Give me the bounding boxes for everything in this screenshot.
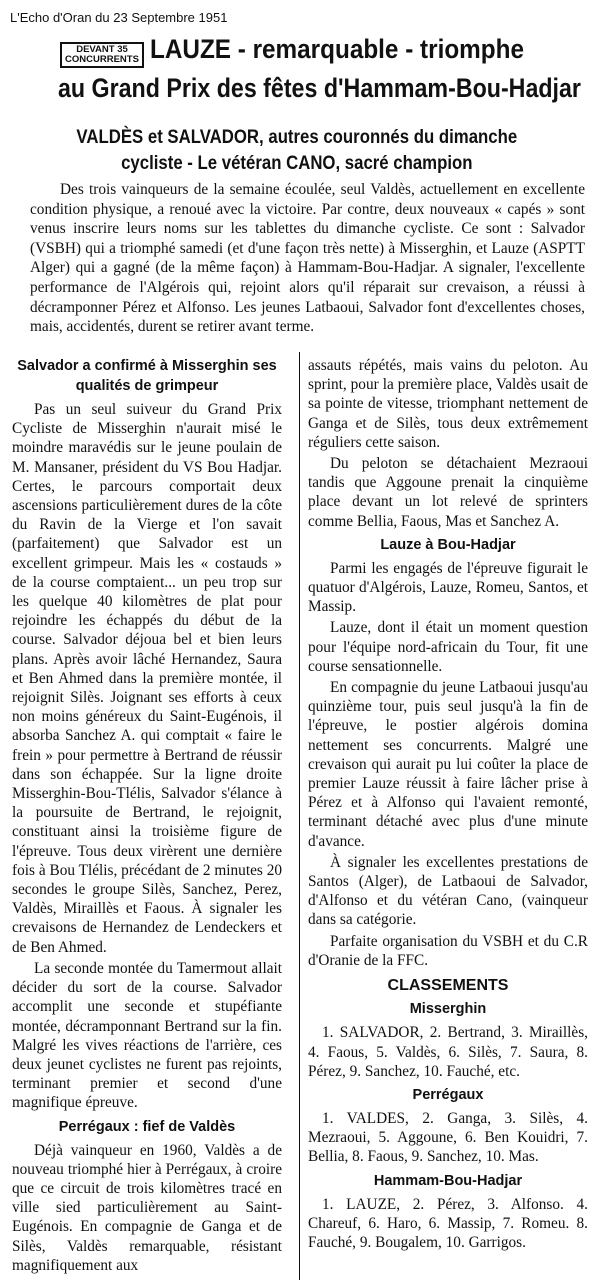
results-misserghin: 1. SALVADOR, 2. Bertrand, 3. Miraillès, 4. Faous, 5. Valdès, 6. Silès, 7. Saura, 8. Pérez, 9. Sanchez, 10. Fauché, etc. [308,1024,588,1080]
classements-title: CLASSEMENTS [387,977,509,995]
section-title-perregaux: Perrégaux : fief de Valdès [58,1118,236,1135]
right-column [308,356,588,1254]
subhead-line-1: VALDÈS et SALVADOR, autres couronnés du dimanche [76,126,518,148]
kicker-box: DEVANT 35 CONCURRENTS [60,42,144,68]
results-perregaux: 1. VALDES, 2. Ganga, 3. Silès, 4. Mezraoui, 5. Aggoune, 6. Ben Kouidri, 7. Bellia, 8. Faous, 9. Sanchez, 10. Mas. [308,1109,588,1166]
paragraph: Parmi les engagés de l'épreuve figurait le quatuor d'Algérois, Lauze, Romeu, Santos, et Massip. [308,559,588,616]
paragraph: Pas un seul suiveur du Grand Prix Cycliste de Misserghin n'aurait misé le moindre maravédis sur le jeune poulain de M. Mansaner, président du VS Bou Hadjar. Certes, le parcours comportait deux ascensions particulièrement dures de la côte du Ravin de la Vierge et l'on savait (parfaitement) que Salvador est un excellent grimpeur. Mais les « costauds » de la course comptaient... un peu trop sur les quelque 40 kilomètres de plat pour rejoindre les échappés du début de la course. Salvador déjoua bel et bien leurs plans. Après avoir lâché Hernandez, Saura et Ben Ahmed dans la première montée, il rejoignit Silès. Joignant ses efforts à ceux non moins généreux du Saint-Eugénois, il absorba Sanchez A. qui comptait « faire le frein » pour permettre à Bertrand de réussir dans son échappée. Sur la ligne droite Misserghin-Bou-Tlélis, Salvador s'élance à la poursuite de Bertrand, le rejoignit, constituant ainsi la troisième figure de l'épreuve. Tous deux virèrent une dernière fois à Bou Tlélis, précédant de 2 minutes 20 secondes le groupe Silès, Sanchez, Perez, Valdès, Miraillès et Faous. À signaler les crevaisons de Hernandez de Lendeckers et de Ben Ahmed. [12,401,282,956]
left-column [12,352,282,1277]
results-title-hammam: Hammam-Bou-Hadjar [373,1172,523,1189]
results-hammam: 1. LAUZE, 2. Pérez, 3. Alfonso. 4. Chareuf, 6. Haro, 6. Massip, 7. Romeu. 8. Fauché, 9. Bougalem, 10. Garrigos. [308,1195,588,1251]
paragraph: Parfaite organisation du VSBH et du C.R d'Oranie de la FFC. [308,932,588,969]
subheadline [56,124,538,176]
section-title-lauze: Lauze à Bou-Hadjar [380,536,516,553]
paragraph: En compagnie du jeune Latbaoui jusqu'au quinzième tour, puis seul jusqu'à la fin de l'épreuve, le postier algérois domina nettement ses concurrents. Malgré une crevaison qui aurait pu lui coûter la place de premier Lauze réussit à faire lâcher prise à Pérez et à Alfonso qui l'avaient remonté, terminant détaché avec plus d'une minute d'avance. [308,679,588,850]
section-title-misserghin: Salvador a confirmé à Misserghin ses qualités de grimpeur [17,358,277,394]
headline-line-2: au Grand Prix des fêtes d'Hammam-Bou-Hadjar [58,73,581,103]
results-title-perregaux: Perrégaux [412,1086,484,1103]
paragraph: assauts répétés, mais vains du peloton. Au sprint, pour la première place, Valdès usait de sa pointe de vitesse, triomphant nettement de Ganga et de Silès, tous deux extrêmement réguliers cette saison. [308,357,588,451]
paragraph: La seconde montée du Tamermout allait décider du sort de la course. Salvador accomplit une seconde et stupéfiante montée, décramponnant Bertrand sur la fin. Malgré les vives réactions de l'arrière, ces deux jeunet cyclistes ne furent pas rejoints, terminant premier et second d'une magnifique épreuve. [12,959,282,1112]
paragraph: À signaler les excellentes prestations de Santos (Alger), de Latbaoui de Salvador, d'Alfonso et du vétéran Cano, (vainqueur dans sa catégorie. [308,853,588,929]
paragraph: Lauze, dont il était un moment question pour l'équipe nord-africain du Tour, fit une course sensationnelle. [308,619,588,675]
headline-line-1: LAUZE - remarquable - triomphe [150,34,524,64]
results-title-misserghin: Misserghin [409,1001,487,1018]
column-divider [299,352,300,1280]
intro-paragraph: Des trois vainqueurs de la semaine écoulée, seul Valdès, actuellement en excellente condition physique, a renoué avec la victoire. Par contre, deux nouveaux « capés » sont venus inscrire leurs noms sur les tablettes du dimanche cycliste. Ce sont : Salvador (VSBH) qui a triomphé samedi (et d'une façon très nette) à Misserghin, et Lauze (ASPTT Alger) qui a gagné (de la même façon) à Hammam-Bou-Hadjar. A signaler, l'excellente performance de l'Algérois qui, rejoint alors qu'il réparait sur crevaison, a réussi à décramponner Pérez et Alfonso. Les jeunes Latbaoui, Salvador font d'excellentes choses, mais, accidentés, durent se retirer avant terme. [30,181,585,336]
subhead-line-2: cycliste - Le vétéran CANO, sacré champion [121,152,473,174]
source-line: L'Echo d'Oran du 23 Septembre 1951 [10,10,228,25]
paragraph: Déjà vainqueur en 1960, Valdès a de nouveau triomphé hier à Perrégaux, à croire que ce circuit de trois kilomètres tracé en ville sied particulièrement au Saint-Eugénois. En compagnie de Ganga et de Silès, Valdès remarquable, résistant magnifiquement aux [12,1141,282,1274]
paragraph: Du peloton se détachaient Mezraoui tandis que Aggoune prenait la cinquième place devant un lot relevé de sprinters comme Bellia, Faous, Mas et Sanchez A. [308,455,588,530]
